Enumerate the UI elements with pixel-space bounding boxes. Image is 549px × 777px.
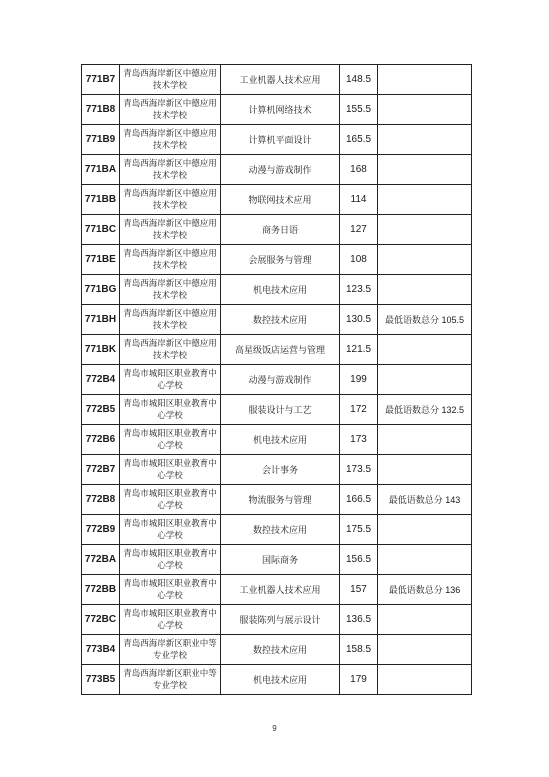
- note-cell: [378, 545, 472, 575]
- table-row: [82, 665, 472, 695]
- table-row: [82, 515, 472, 545]
- school-name-cell: 青岛市城阳区职业教育中心学校: [120, 485, 221, 515]
- table-row: [82, 305, 472, 335]
- school-name-cell: 青岛西海岸新区中德应用技术学校: [120, 335, 221, 365]
- note-cell: [378, 665, 472, 695]
- major-name-cell: 机电技术应用: [221, 425, 340, 455]
- min-score-cell: 157: [340, 575, 378, 605]
- note-cell: [378, 245, 472, 275]
- min-score-cell: 158.5: [340, 635, 378, 665]
- program-code-cell: 771BA: [82, 155, 120, 185]
- page-number: 9: [272, 724, 277, 733]
- school-name-cell: 青岛西海岸新区中德应用技术学校: [120, 275, 221, 305]
- min-score-cell: 148.5: [340, 65, 378, 95]
- admission-score-table: [81, 64, 472, 695]
- table-row: [82, 545, 472, 575]
- major-name-cell: 会展服务与管理: [221, 245, 340, 275]
- table-row: [82, 455, 472, 485]
- note-cell: [378, 125, 472, 155]
- min-score-cell: 179: [340, 665, 378, 695]
- major-name-cell: 工业机器人技术应用: [221, 575, 340, 605]
- table-row: [82, 575, 472, 605]
- min-score-cell: 199: [340, 365, 378, 395]
- min-score-cell: 136.5: [340, 605, 378, 635]
- note-cell: [378, 515, 472, 545]
- school-name-cell: 青岛市城阳区职业教育中心学校: [120, 455, 221, 485]
- table-row: [82, 635, 472, 665]
- major-name-cell: 计算机平面设计: [221, 125, 340, 155]
- major-name-cell: 会计事务: [221, 455, 340, 485]
- min-score-cell: 156.5: [340, 545, 378, 575]
- major-name-cell: 动漫与游戏制作: [221, 155, 340, 185]
- major-name-cell: 机电技术应用: [221, 665, 340, 695]
- note-cell: [378, 455, 472, 485]
- major-name-cell: 数控技术应用: [221, 305, 340, 335]
- note-cell: 最低语数总分 132.5: [378, 395, 472, 425]
- major-name-cell: 物流服务与管理: [221, 485, 340, 515]
- min-score-cell: 165.5: [340, 125, 378, 155]
- note-cell: 最低语数总分 105.5: [378, 305, 472, 335]
- note-cell: [378, 95, 472, 125]
- major-name-cell: 服装设计与工艺: [221, 395, 340, 425]
- note-cell: [378, 425, 472, 455]
- note-cell: 最低语数总分 143: [378, 485, 472, 515]
- program-code-cell: 772BA: [82, 545, 120, 575]
- note-cell: [378, 365, 472, 395]
- table-row: [82, 95, 472, 125]
- min-score-cell: 173: [340, 425, 378, 455]
- table-row: [82, 155, 472, 185]
- major-name-cell: 国际商务: [221, 545, 340, 575]
- table-row: [82, 245, 472, 275]
- major-name-cell: 高星级饭店运营与管理: [221, 335, 340, 365]
- min-score-cell: 172: [340, 395, 378, 425]
- min-score-cell: 123.5: [340, 275, 378, 305]
- program-code-cell: 771B7: [82, 65, 120, 95]
- program-code-cell: 771B9: [82, 125, 120, 155]
- program-code-cell: 771BE: [82, 245, 120, 275]
- major-name-cell: 数控技术应用: [221, 635, 340, 665]
- min-score-cell: 155.5: [340, 95, 378, 125]
- table-row: [82, 395, 472, 425]
- note-cell: [378, 635, 472, 665]
- program-code-cell: 772B6: [82, 425, 120, 455]
- table-row: [82, 215, 472, 245]
- program-code-cell: 772BB: [82, 575, 120, 605]
- note-cell: [378, 215, 472, 245]
- min-score-cell: 175.5: [340, 515, 378, 545]
- note-cell: [378, 65, 472, 95]
- major-name-cell: 商务日语: [221, 215, 340, 245]
- major-name-cell: 工业机器人技术应用: [221, 65, 340, 95]
- note-cell: [378, 155, 472, 185]
- min-score-cell: 114: [340, 185, 378, 215]
- program-code-cell: 772B5: [82, 395, 120, 425]
- major-name-cell: 物联网技术应用: [221, 185, 340, 215]
- school-name-cell: 青岛西海岸新区中德应用技术学校: [120, 245, 221, 275]
- major-name-cell: 数控技术应用: [221, 515, 340, 545]
- program-code-cell: 771BC: [82, 215, 120, 245]
- note-cell: 最低语数总分 136: [378, 575, 472, 605]
- major-name-cell: 机电技术应用: [221, 275, 340, 305]
- school-name-cell: 青岛西海岸新区中德应用技术学校: [120, 215, 221, 245]
- school-name-cell: 青岛市城阳区职业教育中心学校: [120, 545, 221, 575]
- table-row: [82, 275, 472, 305]
- school-name-cell: 青岛市城阳区职业教育中心学校: [120, 365, 221, 395]
- table-row: [82, 185, 472, 215]
- table-row: [82, 425, 472, 455]
- note-cell: [378, 335, 472, 365]
- table-body: [82, 65, 472, 695]
- school-name-cell: 青岛市城阳区职业教育中心学校: [120, 425, 221, 455]
- min-score-cell: 166.5: [340, 485, 378, 515]
- school-name-cell: 青岛市城阳区职业教育中心学校: [120, 395, 221, 425]
- note-cell: [378, 275, 472, 305]
- min-score-cell: 121.5: [340, 335, 378, 365]
- min-score-cell: 173.5: [340, 455, 378, 485]
- school-name-cell: 青岛西海岸新区职业中等专业学校: [120, 635, 221, 665]
- program-code-cell: 771BG: [82, 275, 120, 305]
- major-name-cell: 动漫与游戏制作: [221, 365, 340, 395]
- min-score-cell: 168: [340, 155, 378, 185]
- program-code-cell: 771BH: [82, 305, 120, 335]
- note-cell: [378, 605, 472, 635]
- program-code-cell: 773B5: [82, 665, 120, 695]
- school-name-cell: 青岛西海岸新区中德应用技术学校: [120, 125, 221, 155]
- school-name-cell: 青岛西海岸新区中德应用技术学校: [120, 95, 221, 125]
- major-name-cell: 服装陈列与展示设计: [221, 605, 340, 635]
- min-score-cell: 108: [340, 245, 378, 275]
- table-row: [82, 335, 472, 365]
- table-row: [82, 65, 472, 95]
- school-name-cell: 青岛西海岸新区中德应用技术学校: [120, 65, 221, 95]
- note-cell: [378, 185, 472, 215]
- table-row: [82, 365, 472, 395]
- min-score-cell: 127: [340, 215, 378, 245]
- program-code-cell: 771BK: [82, 335, 120, 365]
- program-code-cell: 773B4: [82, 635, 120, 665]
- school-name-cell: 青岛西海岸新区中德应用技术学校: [120, 305, 221, 335]
- school-name-cell: 青岛市城阳区职业教育中心学校: [120, 515, 221, 545]
- program-code-cell: 771BB: [82, 185, 120, 215]
- program-code-cell: 772BC: [82, 605, 120, 635]
- program-code-cell: 772B9: [82, 515, 120, 545]
- program-code-cell: 772B8: [82, 485, 120, 515]
- school-name-cell: 青岛西海岸新区中德应用技术学校: [120, 185, 221, 215]
- table-row: [82, 125, 472, 155]
- min-score-cell: 130.5: [340, 305, 378, 335]
- major-name-cell: 计算机网络技术: [221, 95, 340, 125]
- table-row: [82, 605, 472, 635]
- program-code-cell: 772B7: [82, 455, 120, 485]
- program-code-cell: 771B8: [82, 95, 120, 125]
- school-name-cell: 青岛西海岸新区职业中等专业学校: [120, 665, 221, 695]
- school-name-cell: 青岛市城阳区职业教育中心学校: [120, 605, 221, 635]
- table-row: [82, 485, 472, 515]
- program-code-cell: 772B4: [82, 365, 120, 395]
- school-name-cell: 青岛市城阳区职业教育中心学校: [120, 575, 221, 605]
- school-name-cell: 青岛西海岸新区中德应用技术学校: [120, 155, 221, 185]
